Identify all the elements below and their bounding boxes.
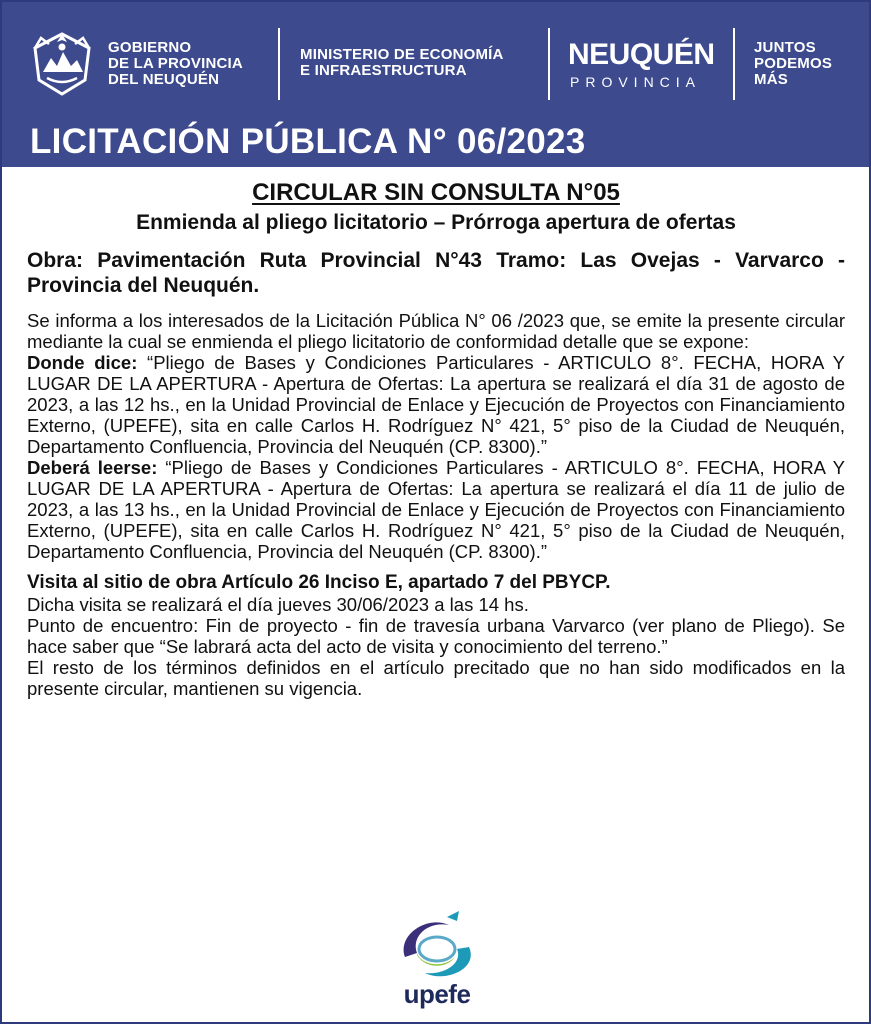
neuquen-logo xyxy=(568,40,716,90)
notice-body xyxy=(27,178,845,699)
slogan xyxy=(754,40,832,88)
slogan-line-1: JUNTOS xyxy=(754,39,816,56)
notice-text xyxy=(27,310,845,699)
site-visit-date: Dicha visita se realizará el día jueves 30/06/2023 a las 14 hs. xyxy=(27,594,529,615)
debera-leerse-label: Deberá leerse: xyxy=(27,457,158,478)
government-name xyxy=(108,40,243,88)
donde-dice-text: “Pliego de Bases y Condiciones Particulares - ARTICULO 8°. FECHA, HORA Y LUGAR DE LA APERTURA - Apertura de Ofertas: La apertura se realizará el día 31 de agosto de 2023, a las 12 hs., en la Unidad Provincial de Enlace y Ejecución de Proyectos con Financiamiento Externo, (UPEFE), sita en calle Carlos H. Rodríguez N° 421, 5° piso de la Ciudad de Neuquén, Departamento Confluencia, Provincia del Neuquén (CP. 8300).” xyxy=(27,352,845,457)
neuquen-wordmark: NEUQUÉN xyxy=(568,38,715,71)
circular-heading: CIRCULAR SIN CONSULTA N°05 xyxy=(252,179,620,206)
gov-line-1: GOBIERNO xyxy=(108,39,192,56)
donde-dice-label: Donde dice: xyxy=(27,352,138,373)
project-title: Obra: Pavimentación Ruta Provincial N°43 Tramo: Las Ovejas - Varvarco - Provincia del Neuquén. xyxy=(27,249,845,297)
header-divider xyxy=(278,28,280,100)
debera-leerse-text: “Pliego de Bases y Condiciones Particulares - ARTICULO 8°. FECHA, HORA Y LUGAR DE LA APERTURA - Apertura de Ofertas: La apertura se realizará el día 11 de julio de 2023, a las 13 hs., en la Unidad Provincial de Enlace y Ejecución de Proyectos con Financiamiento Externo, (UPEFE), sita en calle Carlos H. Rodríguez N° 421, 5° piso de la Ciudad de Neuquén, Departamento Confluencia, Provincia del Neuquén (CP. 8300).” xyxy=(27,457,845,562)
upefe-swirl-icon xyxy=(387,907,487,987)
provincia-wordmark: PROVINCIA xyxy=(570,74,702,90)
slogan-line-3: MÁS xyxy=(754,71,788,88)
closing-paragraph: El resto de los términos definidos en el artículo precitado que no han sido modificados en la presente circular, mantienen su vigencia. xyxy=(27,657,845,699)
ministry-line-1: MINISTERIO DE ECONOMÍA xyxy=(300,46,504,63)
intro-paragraph: Se informa a los interesados de la Licitación Pública N° 06 /2023 que, se emite la presente circular mediante la cual se enmienda el pliego licitatorio de conformidad detalle que se expone: xyxy=(27,310,845,352)
gov-line-3: DEL NEUQUÉN xyxy=(108,71,220,88)
upefe-wordmark: upefe xyxy=(403,979,471,1009)
site-visit-heading: Visita al sitio de obra Artículo 26 Inciso E, apartado 7 del PBYCP. xyxy=(27,572,611,593)
provincial-crest-icon xyxy=(29,30,95,98)
header-divider xyxy=(733,28,735,100)
page-title: LICITACIÓN PÚBLICA N° 06/2023 xyxy=(30,122,586,161)
header-banner xyxy=(2,2,869,167)
slogan-line-2: PODEMOS xyxy=(754,55,833,72)
upefe-logo xyxy=(387,907,487,1017)
meeting-point: Punto de encuentro: Fin de proyecto - fin de travesía urbana Varvarco (ver plano de Pliego). Se hace saber que “Se labrará acta del acto de visita y conocimiento del terreno.” xyxy=(27,615,845,657)
ministry-line-2: E INFRAESTRUCTURA xyxy=(300,62,467,79)
debera-leerse-paragraph xyxy=(27,457,845,562)
header-divider xyxy=(548,28,550,100)
gov-line-2: DE LA PROVINCIA xyxy=(108,55,243,72)
donde-dice-paragraph xyxy=(27,352,845,457)
amendment-subtitle: Enmienda al pliego licitatorio – Prórroga apertura de ofertas xyxy=(136,211,736,234)
ministry-name xyxy=(300,47,504,79)
